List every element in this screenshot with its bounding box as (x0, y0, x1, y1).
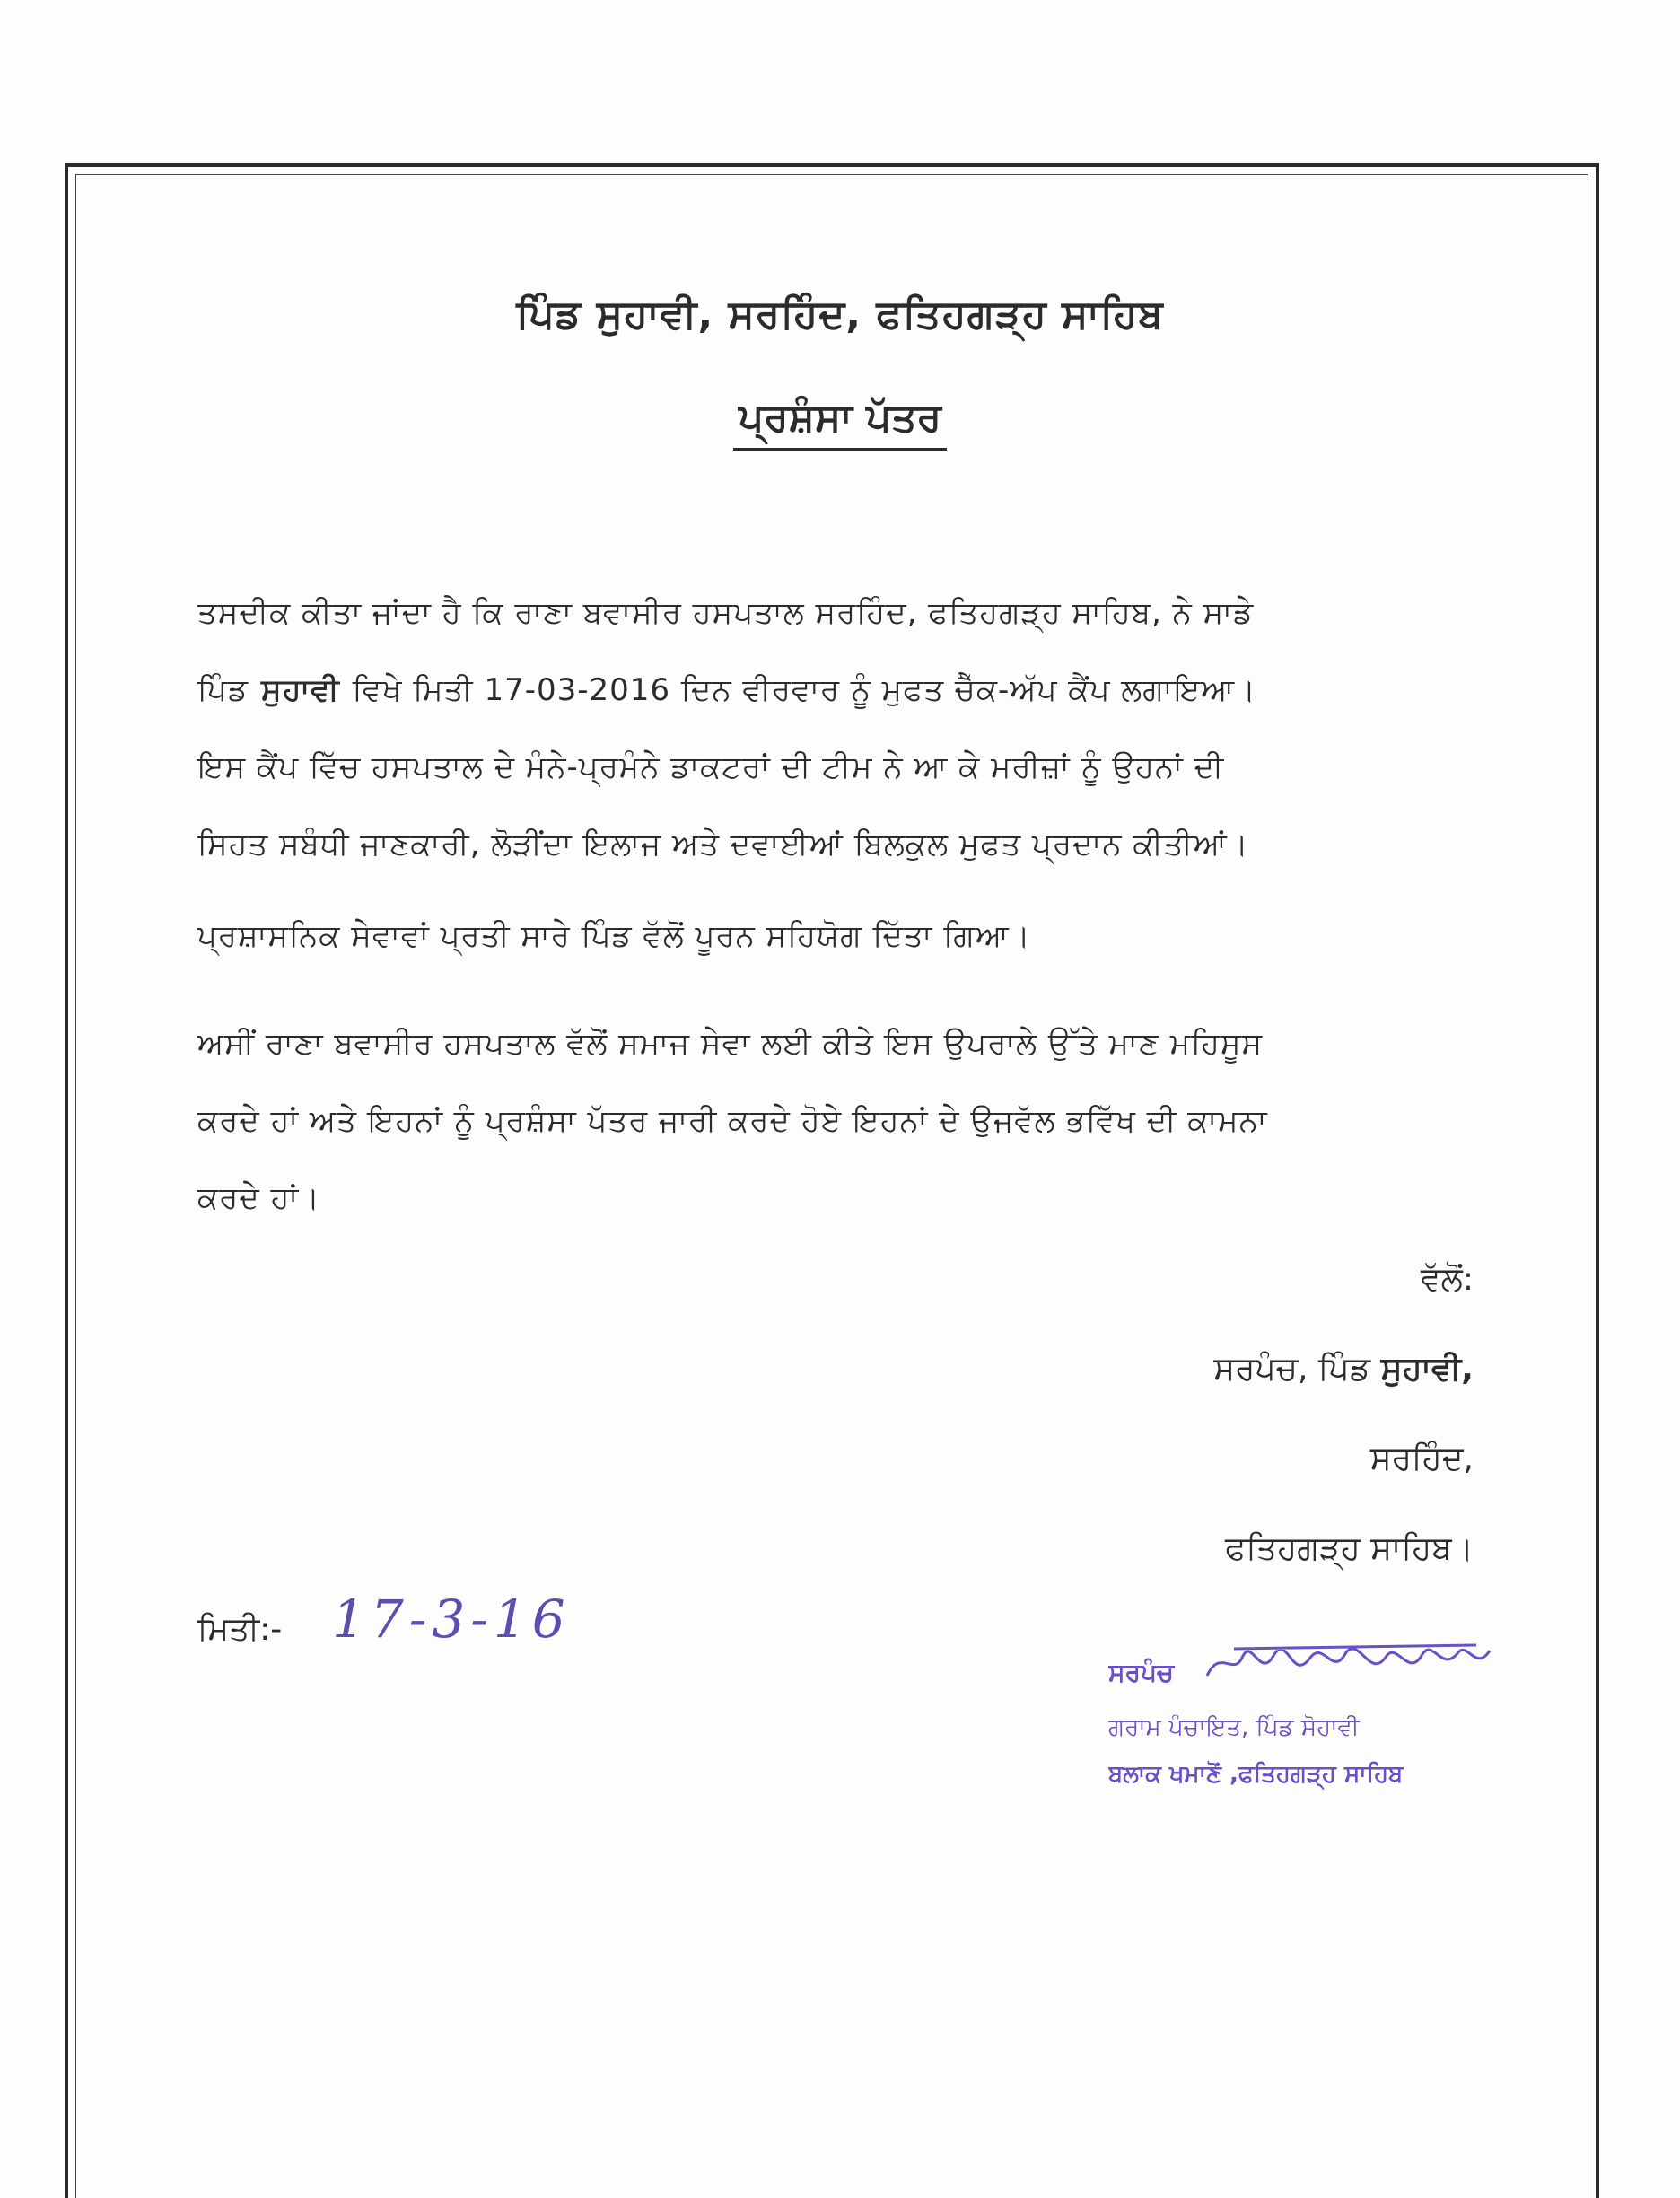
body-line: ਕਰਦੇ ਹਾਂ ਅਤੇ ਇਹਨਾਂ ਨੂੰ ਪ੍ਰਸ਼ੰਸਾ ਪੱਤਰ ਜਾਰੀ ਕਰਦੇ ਹੋਏ ਇਹਨਾਂ ਦੇ ਉਜਵੱਲ ਭਵਿੱਖ ਦੀ ਕਾਮਨਾ (197, 1102, 1268, 1139)
sarpanch-text: ਸਰਪੰਚ, ਪਿੰਡ (1213, 1351, 1371, 1388)
body-line: ਤਸਦੀਕ ਕੀਤਾ ਜਾਂਦਾ ਹੈ ਕਿ ਰਾਣਾ ਬਵਾਸੀਰ ਹਸਪਤਾਲ ਸਰਹਿੰਦ, ਫਤਿਹਗੜ੍ਹ ਸਾਹਿਬ, ਨੇ ਸਾਡੇ (197, 594, 1255, 631)
body-text-segment: ਵਿਖੇ ਮਿਤੀ 17-03-2016 ਦਿਨ ਵੀਰਵਾਰ ਨੂੰ ਮੁਫਤ ਚੈੱਕ-ਅੱਪ ਕੈਂਪ ਲਗਾਇਆ। (352, 671, 1257, 708)
paragraph-1 (197, 574, 1481, 883)
stamp-line-1: ਗਰਾਮ ਪੰਚਾਇਤ, ਪਿੰਡ ਸੋਹਾਵੀ (1108, 1714, 1360, 1741)
body-line: ਸਿਹਤ ਸਬੰਧੀ ਜਾਣਕਾਰੀ, ਲੋੜੀਂਦਾ ਇਲਾਜ ਅਤੇ ਦਵਾਈਆਂ ਬਿਲਕੁਲ ਮੁਫਤ ਪ੍ਰਦਾਨ ਕੀਤੀਆਂ। (197, 826, 1249, 863)
stamp-line-2: ਬਲਾਕ ਖਮਾਣੋਂ ,ਫਤਿਹਗੜ੍ਹ ਸਾਹਿਬ (1108, 1761, 1404, 1788)
date-label: ਮਿਤੀ:- (197, 1611, 283, 1648)
village-heading: ਪਿੰਡ ਸੁਹਾਵੀ, ਸਰਹਿੰਦ, ਫਤਿਹਗੜ੍ਹ ਸਾਹਿਬ (516, 292, 1164, 337)
place-sirhind: ਸਰਹਿੰਦ, (1369, 1441, 1474, 1477)
body-line: ਇਸ ਕੈਂਪ ਵਿੱਚ ਹਸਪਤਾਲ ਦੇ ਮੰਨੇ-ਪ੍ਰਮੰਨੇ ਡਾਕਟਰਾਂ ਦੀ ਟੀਮ ਨੇ ਆ ਕੇ ਮਰੀਜ਼ਾਂ ਨੂੰ ਉਹਨਾਂ ਦੀ (197, 749, 1225, 785)
place-fatehgarh: ਫਤਿਹਗੜ੍ਹ ਸਾਹਿਬ। (1224, 1530, 1474, 1567)
certificate-title: ਪ੍ਰਸ਼ੰਸਾ ਪੱਤਰ (733, 395, 947, 451)
paragraph-2 (197, 898, 1481, 975)
paragraph-3 (197, 1005, 1481, 1237)
body-text-segment: ਪਿੰਡ (197, 671, 249, 708)
body-line: ਅਸੀਂ ਰਾਣਾ ਬਵਾਸੀਰ ਹਸਪਤਾਲ ਵੱਲੋਂ ਸਮਾਜ ਸੇਵਾ ਲਈ ਕੀਤੇ ਇਸ ਉਪਰਾਲੇ ਉੱਤੇ ਮਾਣ ਮਹਿਸੂਸ (197, 1025, 1264, 1062)
body-line (197, 652, 1481, 729)
body-line: ਕਰਦੇ ਹਾਂ। (197, 1179, 320, 1216)
stamp-title: ਸਰਪੰਚ (1108, 1658, 1174, 1687)
body-line: ਪ੍ਰਸ਼ਾਸਨਿਕ ਸੇਵਾਵਾਂ ਪ੍ਰਤੀ ਸਾਰੇ ਪਿੰਡ ਵੱਲੋਂ ਪੂਰਨ ਸਹਿਯੋਗ ਦਿੱਤਾ ਗਿਆ। (197, 917, 1031, 954)
from-label: ਵੱਲੋਂ: (1420, 1261, 1474, 1298)
handwritten-date: 17-3-16 (332, 1589, 571, 1650)
handwritten-signature (1207, 1645, 1490, 1676)
subtitle-wrap (0, 395, 1680, 451)
sarpanch-line (1213, 1351, 1474, 1388)
stamp-signature-graphic (1108, 1629, 1530, 1800)
sarpanch-stamp (1108, 1629, 1530, 1800)
sarpanch-village-bold: ਸੁਹਾਵੀ, (1380, 1351, 1474, 1388)
village-name-bold: ਸੁਹਾਵੀ (260, 671, 340, 708)
